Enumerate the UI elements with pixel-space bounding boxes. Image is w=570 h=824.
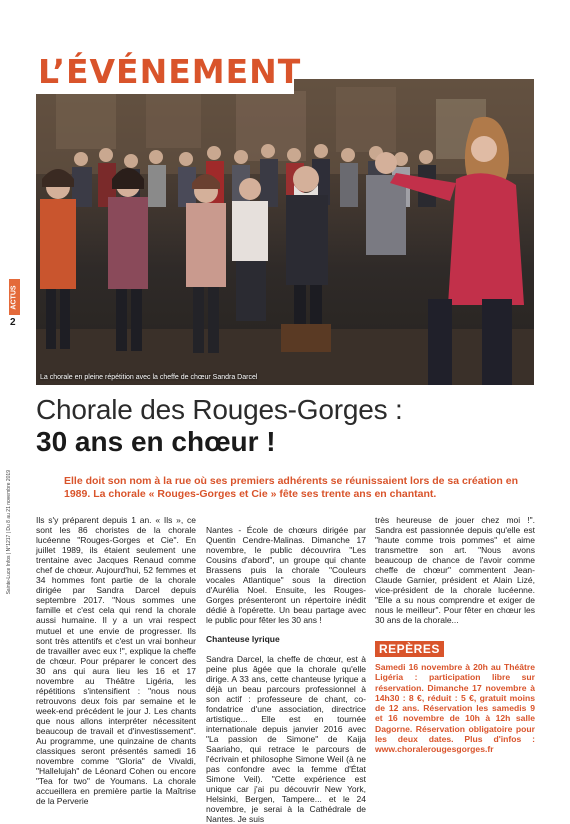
- headline-line-2: 30 ans en chœur !: [36, 426, 276, 457]
- page-number: 2: [10, 317, 16, 328]
- article-column-1: Ils s'y préparent depuis 1 an. « Ils », ce sont les 86 choristes de la chorale lucéenne "Rouges-Gorges et Cie". En juillet 1989, ils étaient seulement une trentaine avec Jacques Renaud comme chef de chœur. Aujourd'hui, 52 femmes et 34 hommes font partie de la chorale dirigée par Sandra Darcel depuis septembre 2017. "Nous sommes une famille et c'est cela qui rend la chorale aussi humaine. Il y a un vrai respect mutuel et une envie de progresser. Ils sont très attentifs et c'est un vrai bonheur de travailler avec eux !", explique la cheffe de chœur. Pour préparer le concert des 30 ans qui aura lieu les 16 et 17 novembre au Théâtre Ligéria, les répétitions s'intensifient : "nous nous retrouvons deux fois par semaine et le week-end précédent le jour J. Les chants que nous allons interpréter nécessitent beaucoup de travail et d'investissement". Au programme, une quinzaine de chants classiques seront présentés samedi 16 novembre comme "Gloria" de Vivaldi, "Hallelujah" de Léonard Cohen ou encore "Tea for two" de Youmans. La chorale accueillera en première partie la Maîtrise de la Perverie: [36, 515, 196, 807]
- section-rubric: L’ÉVÉNEMENT: [36, 50, 294, 94]
- photo-caption: La chorale en pleine répétition avec la cheffe de chœur Sandra Darcel: [40, 374, 258, 381]
- choir-photo: [36, 79, 534, 385]
- article-column-2: [206, 515, 366, 824]
- article-lead: Elle doit son nom à la rue où ses premiers adhérents se réunissaient lors de sa création en 1989. La chorale « Rouges-Gorges et Cie » fête ses trente ans en chantant.: [64, 475, 518, 500]
- article-column-3: très heureuse de jouer chez moi !". Sandra est passionnée depuis qu'elle est "haute comme trois pommes" et aime transmettre son art. "Nous avons beaucoup de chance de l'avoir comme cheffe de chœur" commentent Jean-Claude Garnier, président et Alain Lizé, vice-président de la chorale lucéenne. "Elle a su nous comprendre et exiger de nous le meilleur". Pour fêter en chœur les 30 ans de la chorale...: [375, 515, 535, 626]
- choir-photo-illustration: [36, 79, 534, 385]
- reperes-text: Samedi 16 novembre à 20h au Théâtre Ligéria : participation libre sur réservation. Dimanche 17 novembre à 14h30 : 8 €, réduit : 5 €, gratuit moins de 12 ans. Réservation les samedis 9 et 16 novembre de 10h à 12h salle Dagorne. Réservation obligatoire pour les deux dates. Plus d'infos : www.choralerougesgorges.fr: [375, 662, 535, 755]
- issue-line: Sainte-Luce Infos | N°1217 | Du 8 au 21 novembre 2019: [6, 470, 12, 595]
- headline-line-1: Chorale des Rouges-Gorges :: [36, 394, 403, 425]
- article-column-2-body: Sandra Darcel, la cheffe de chœur, est à peine plus âgée que la chorale qu'elle dirige. A 33 ans, cette chanteuse lyrique a déjà un beau parcours professionnel à son actif : professeure de chant, co-fondatrice d'une association, directrice artistique... Elle est en tournée internationale depuis janvier 2016 avec "La passion de Simone" de Kaija Saariaho, qui retrace le parcours de l'écrivain et philosophe Simone Weil (à ne pas confondre avec la femme d'État Simone Veil). "Cette expérience est unique car j'ai pu découvrir New York, Helsinki, Bergen, Tampere... et le 24 novembre, je serai à la Cathédrale de Nantes. Je suis: [206, 653, 366, 824]
- subheading: Chanteuse lyrique: [206, 633, 280, 644]
- article-column-2-intro: Nantes - École de chœurs dirigée par Quentin Cendre-Malinas. Dimanche 17 novembre, le public découvrira "Les Cousins d'abord", un groupe qui chante Brassens puis la chorale "Couleurs vocales Atlantique" sous la direction d'Aurélia Noel. Ensuite, les Rouges-Gorges présenteront un répertoire inédit dédié à l'opérette. Un beau partage avec le public pour fêter les 30 ans !: [206, 525, 366, 626]
- reperes-box: [375, 640, 535, 755]
- reperes-title: REPÈRES: [375, 641, 444, 657]
- section-tab: [9, 279, 20, 315]
- section-tab-label: ACTUS: [11, 284, 18, 310]
